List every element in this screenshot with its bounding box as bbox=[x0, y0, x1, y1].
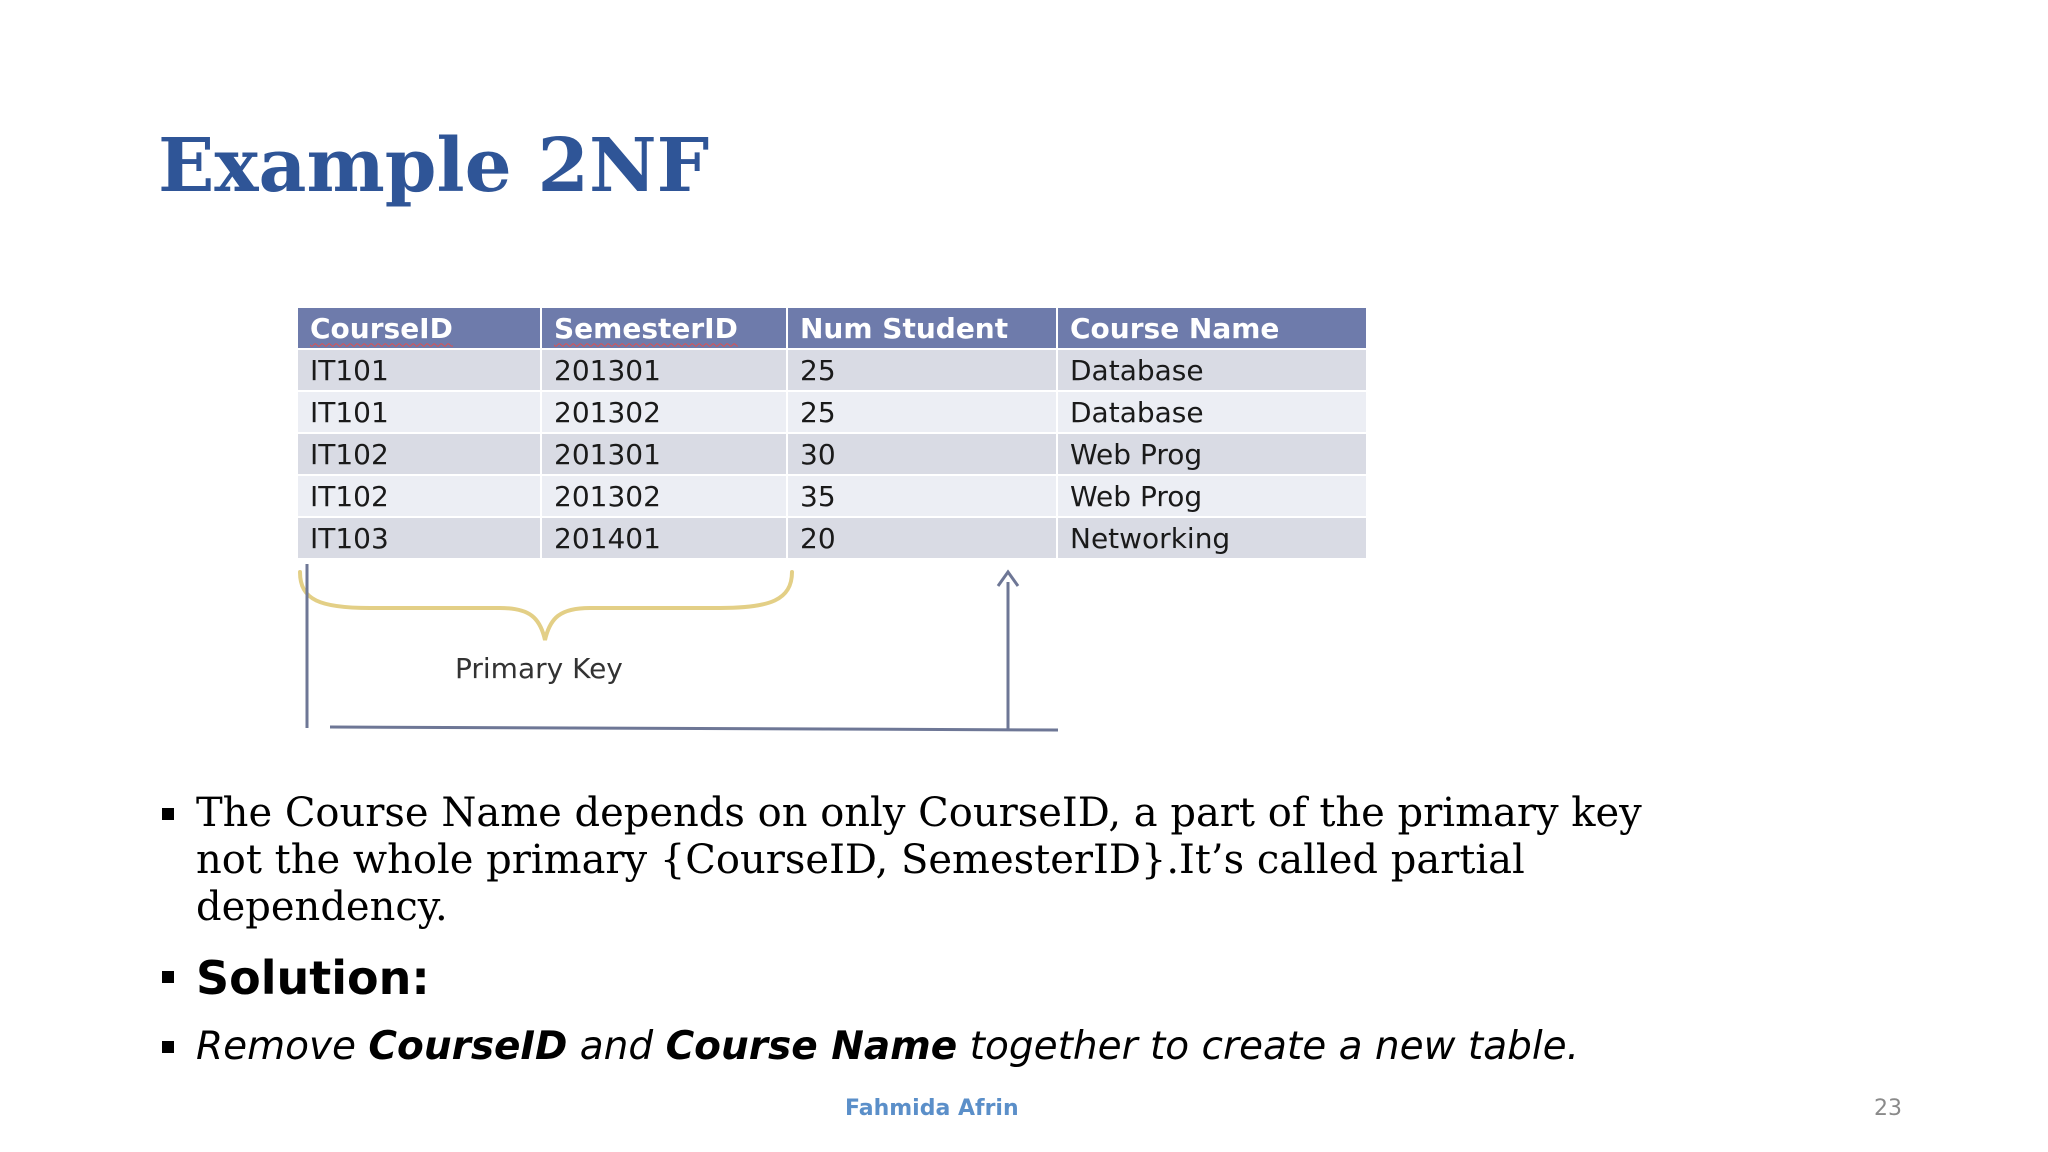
cell-num-student: 20 bbox=[787, 517, 1057, 559]
cell-num-student: 35 bbox=[787, 475, 1057, 517]
bullet-partial-dependency bbox=[158, 790, 1718, 931]
dependency-bottom-line bbox=[330, 727, 1058, 730]
cell-semesterid: 201301 bbox=[541, 349, 787, 391]
table-row bbox=[297, 517, 1367, 559]
slide-title: Example 2NF bbox=[158, 123, 710, 209]
table-header-row bbox=[297, 307, 1367, 349]
bullet-square-icon bbox=[162, 1041, 174, 1053]
cell-course-name: Database bbox=[1057, 391, 1367, 433]
cell-course-name: Web Prog bbox=[1057, 475, 1367, 517]
cell-course-name: Database bbox=[1057, 349, 1367, 391]
header-semesterid: SemesterID bbox=[541, 307, 787, 349]
cell-num-student: 25 bbox=[787, 391, 1057, 433]
primary-key-brace bbox=[300, 572, 792, 640]
cell-courseid: IT102 bbox=[297, 433, 541, 475]
cell-course-name: Networking bbox=[1057, 517, 1367, 559]
bullet-remove bbox=[158, 1019, 1718, 1075]
bullet-text-line2: not the whole primary {CourseID, SemesterID}.It’s called partial dependency. bbox=[196, 837, 1525, 930]
bullet-solution bbox=[158, 949, 1718, 1007]
cell-semesterid: 201301 bbox=[541, 433, 787, 475]
solution-heading: Solution: bbox=[196, 951, 430, 1005]
cell-courseid: IT101 bbox=[297, 349, 541, 391]
cell-semesterid: 201302 bbox=[541, 475, 787, 517]
cell-course-name: Web Prog bbox=[1057, 433, 1367, 475]
cell-semesterid: 201302 bbox=[541, 391, 787, 433]
cell-num-student: 30 bbox=[787, 433, 1057, 475]
bullet-square-icon bbox=[162, 808, 174, 820]
cell-semesterid: 201401 bbox=[541, 517, 787, 559]
footer-author: Fahmida Afrin bbox=[845, 1096, 1019, 1121]
table-row bbox=[297, 433, 1367, 475]
cell-num-student: 25 bbox=[787, 349, 1057, 391]
cell-courseid: IT102 bbox=[297, 475, 541, 517]
page-number: 23 bbox=[1874, 1096, 1902, 1121]
bullet-list bbox=[158, 790, 1718, 1075]
cell-courseid: IT103 bbox=[297, 517, 541, 559]
arrow-head-icon bbox=[998, 572, 1018, 586]
course-table bbox=[296, 306, 1368, 560]
remove-text-course-name: Course Name bbox=[665, 1024, 958, 1069]
remove-text-courseid: CourseID bbox=[368, 1024, 568, 1069]
table-row bbox=[297, 475, 1367, 517]
primary-key-label: Primary Key bbox=[455, 652, 623, 685]
table-row bbox=[297, 391, 1367, 433]
cell-courseid: IT101 bbox=[297, 391, 541, 433]
remove-text-part3: together to create a new table. bbox=[957, 1024, 1580, 1069]
header-courseid: CourseID bbox=[297, 307, 541, 349]
header-course-name: Course Name bbox=[1057, 307, 1367, 349]
remove-text-part1: Remove bbox=[196, 1024, 369, 1069]
bullet-square-icon bbox=[162, 971, 174, 983]
bullet-text-line1: The Course Name depends on only CourseID, a part of the primary key bbox=[196, 790, 1642, 836]
header-num-student: Num Student bbox=[787, 307, 1057, 349]
remove-text-part2: and bbox=[567, 1024, 666, 1069]
table-row bbox=[297, 349, 1367, 391]
